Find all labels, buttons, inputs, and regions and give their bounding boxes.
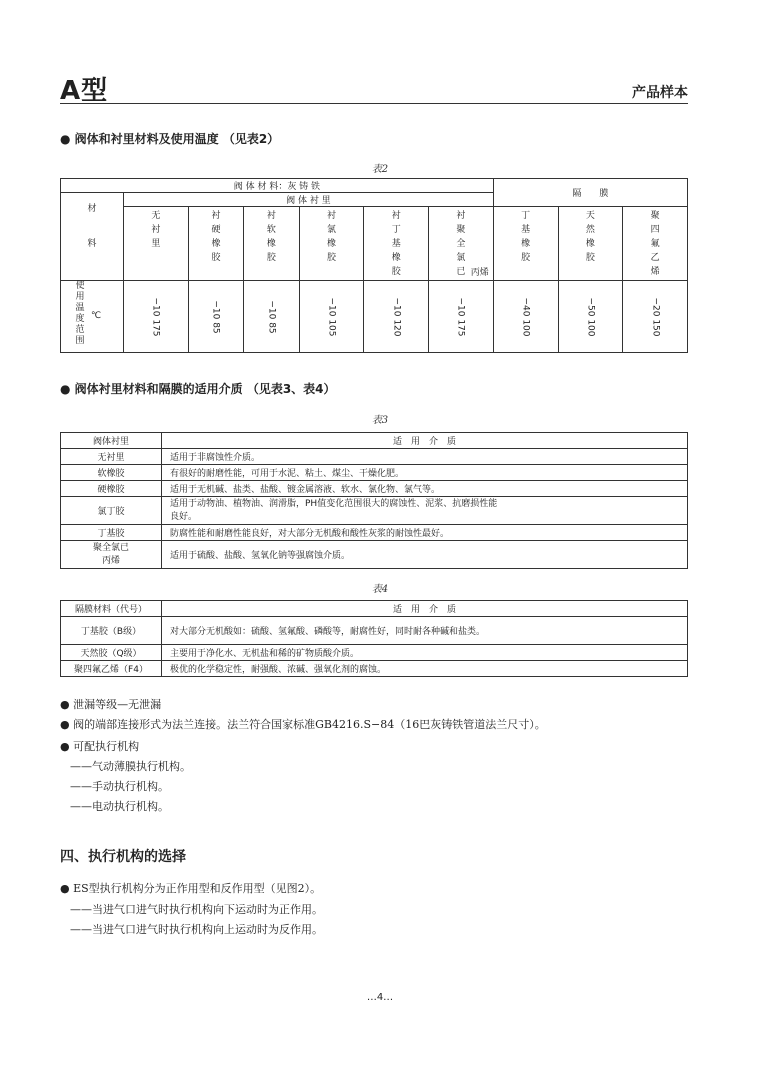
column-name-tail: 丙烯 <box>470 268 489 278</box>
table4-caption: 表4 <box>371 584 389 595</box>
header-right-label: 产品样本 <box>632 85 688 101</box>
table2-group-body: 阀 体 材 料：灰 铸 铁 <box>61 179 494 193</box>
actuator-item: ——电动执行机构。 <box>70 800 169 813</box>
temp-range-text: −10 175 <box>455 296 466 337</box>
table2-column-name <box>188 207 243 281</box>
table2-column-name <box>244 207 299 281</box>
column-name-char: 胶 <box>211 253 221 263</box>
column-name-char: 氟 <box>650 239 660 249</box>
column-name-char: 聚 <box>650 211 660 221</box>
material-char-1: 材 <box>87 203 97 214</box>
table4-header-material: 隔膜材料（代号） <box>61 601 162 617</box>
table4 <box>60 600 688 677</box>
table2-column-name <box>364 207 429 281</box>
column-name-char: 天 <box>585 211 595 221</box>
table2-column-name <box>558 207 623 281</box>
temp-range-text: −10 105 <box>326 296 337 337</box>
table3-row-desc <box>162 497 688 525</box>
column-name-char: 橡 <box>391 253 401 263</box>
column-name-char: 橡 <box>326 239 336 249</box>
table3-row-name: 硬橡胶 <box>61 481 162 497</box>
column-name-char: 烯 <box>650 267 660 277</box>
temp-label-char: 围 <box>75 336 85 346</box>
column-name-char: 聚 <box>456 225 466 235</box>
table2-column-name <box>623 207 688 281</box>
table2-column-name <box>124 207 189 281</box>
section-title-media: ● 阀体衬里材料和隔膜的适用介质 （见表3、表4） <box>60 382 336 396</box>
column-name-char: 橡 <box>211 239 221 249</box>
page-number: …4… <box>366 992 394 1003</box>
temp-label-char: 使 <box>75 281 85 291</box>
desc-line-2: 良好。 <box>170 511 198 522</box>
column-name-char: 胶 <box>585 253 595 263</box>
note-leakage: ● 泄漏等级—无泄漏 <box>60 698 162 711</box>
table4-row-desc: 极优的化学稳定性，耐强酸、浓碱、强氧化剂的腐蚀。 <box>162 661 688 677</box>
section-title-materials: ● 阀体和衬里材料及使用温度 （见表2） <box>60 132 280 146</box>
column-name-char: 胶 <box>391 267 401 277</box>
header-rule <box>60 103 688 104</box>
column-name-char: 衬 <box>151 225 161 235</box>
table3-row-name: 氯丁胶 <box>61 497 162 525</box>
actuator-item: ——手动执行机构。 <box>70 780 169 793</box>
table3-header-media: 适 用 介 质 <box>162 433 688 449</box>
table3-row-name: 丁基胶 <box>61 525 162 541</box>
table2-column-name <box>299 207 364 281</box>
temp-range-text: −50 100 <box>585 296 596 337</box>
table2-temp-label <box>61 281 124 353</box>
note-actuators: ● 可配执行机构 <box>60 740 140 753</box>
table3-row-desc: 适用于非腐蚀性介质。 <box>162 449 688 465</box>
column-name-char: 四 <box>650 225 660 235</box>
column-name-char: 基 <box>521 225 531 235</box>
table3 <box>60 432 688 569</box>
table4-row-name: 天然胶（Q级） <box>61 645 162 661</box>
section4-line: ——当进气口进气时执行机构向下运动时为正作用。 <box>70 903 323 916</box>
table2-temp-range <box>558 281 623 353</box>
column-name-char: 橡 <box>266 239 276 249</box>
table2-temp-range <box>124 281 189 353</box>
column-name-char: 乙 <box>650 253 660 263</box>
table2-column-name <box>429 207 494 281</box>
column-name-char: 胶 <box>326 253 336 263</box>
table2-group-lining: 阀 体 衬 里 <box>124 193 494 207</box>
column-name-char: 硬 <box>211 225 221 235</box>
name-line-2: 丙烯 <box>101 555 120 566</box>
column-name-char: 衬 <box>391 211 401 221</box>
column-name-char: 衬 <box>211 211 221 221</box>
table3-row-name: 软橡胶 <box>61 465 162 481</box>
column-name-char: 氯 <box>456 253 466 263</box>
section4-bullet: ● ES型执行机构分为正作用型和反作用型（见图2）。 <box>60 882 322 895</box>
table2-temp-range <box>429 281 494 353</box>
table2-material-label <box>61 193 124 281</box>
temp-range-text: −10 85 <box>210 299 221 334</box>
table2-temp-range <box>493 281 558 353</box>
table2-temp-range <box>623 281 688 353</box>
temp-unit: ℃ <box>91 311 102 321</box>
column-name-char: 然 <box>585 225 595 235</box>
column-name-char: 已 <box>456 267 466 277</box>
column-name-char: 丁 <box>391 225 401 235</box>
note-connection: ● 阀的端部连接形式为法兰连接。法兰符合国家标准GB4216.S−84（16巴灰铸铁管道法兰尺寸）。 <box>60 718 546 731</box>
column-name-char: 无 <box>151 211 161 221</box>
table3-row-desc: 有很好的耐磨性能，可用于水泥、粘土、煤尘、干燥化肥。 <box>162 465 688 481</box>
section4-line: ——当进气口进气时执行机构向上运动时为反作用。 <box>70 923 323 936</box>
table2-temp-range <box>364 281 429 353</box>
table2-temp-range <box>299 281 364 353</box>
column-name-char: 橡 <box>585 239 595 249</box>
table4-row-name: 丁基胶（B级） <box>61 617 162 645</box>
column-name-char: 衬 <box>456 211 466 221</box>
column-name-char: 丁 <box>521 211 531 221</box>
actuator-item: ——气动薄膜执行机构。 <box>70 760 191 773</box>
table3-row-desc: 防腐性能和耐磨性能良好，对大部分无机酸和酸性灰浆的耐蚀性最好。 <box>162 525 688 541</box>
column-name-char: 软 <box>266 225 276 235</box>
temp-label-char: 温 <box>75 303 85 313</box>
temp-label-char: 范 <box>75 325 85 335</box>
table2 <box>60 178 688 353</box>
temp-range-text: −10 85 <box>266 299 277 334</box>
temp-label-char: 用 <box>75 292 85 302</box>
temp-range-text: −10 175 <box>150 296 161 337</box>
column-name-char: 胶 <box>266 253 276 263</box>
section4-title: 四、执行机构的选择 <box>60 849 186 865</box>
table2-temp-range <box>188 281 243 353</box>
table2-column-name <box>493 207 558 281</box>
desc-line-1: 适用于动物油、植物油、润滑脂，PH值变化范围很大的腐蚀性、泥浆、抗磨损性能 <box>170 498 498 509</box>
column-name-char: 衬 <box>326 211 336 221</box>
table3-row-desc: 适用于无机碱、盐类、盐酸、镀金属溶液、软水、氯化物、氯气等。 <box>162 481 688 497</box>
column-name-char: 里 <box>151 239 161 249</box>
column-name-char: 胶 <box>521 253 531 263</box>
name-line-1: 聚全氯已 <box>92 542 129 553</box>
temp-range-text: −10 120 <box>391 296 402 337</box>
column-name-char: 衬 <box>266 211 276 221</box>
column-name-char: 橡 <box>521 239 531 249</box>
table3-caption: 表3 <box>371 415 389 426</box>
table3-header-lining: 阀体衬里 <box>61 433 162 449</box>
table3-row-desc: 适用于硫酸、盐酸、氢氧化钠等强腐蚀介质。 <box>162 541 688 569</box>
column-name-char: 基 <box>391 239 401 249</box>
table2-caption: 表2 <box>371 164 389 175</box>
table4-row-name: 聚四氟乙烯（F4） <box>61 661 162 677</box>
table3-row-name <box>61 541 162 569</box>
table4-header-media: 适 用 介 质 <box>162 601 688 617</box>
table4-row-desc: 主要用于净化水、无机盐和稀的矿物质酸介质。 <box>162 645 688 661</box>
table4-row-desc: 对大部分无机酸如：硫酸、氢氟酸、磷酸等，耐腐性好，同时耐各种碱和盐类。 <box>162 617 688 645</box>
table3-row-name: 无衬里 <box>61 449 162 465</box>
page-type-label: A型 <box>60 76 109 106</box>
temp-range-text: −20 150 <box>650 296 661 337</box>
temp-range-text: −40 100 <box>520 296 531 337</box>
column-name-char: 氯 <box>326 225 336 235</box>
column-name-char: 全 <box>456 239 466 249</box>
table2-temp-range <box>244 281 299 353</box>
table2-group-diaphragm: 隔 膜 <box>493 179 687 207</box>
material-char-2: 料 <box>87 238 97 249</box>
temp-label-char: 度 <box>75 314 85 324</box>
